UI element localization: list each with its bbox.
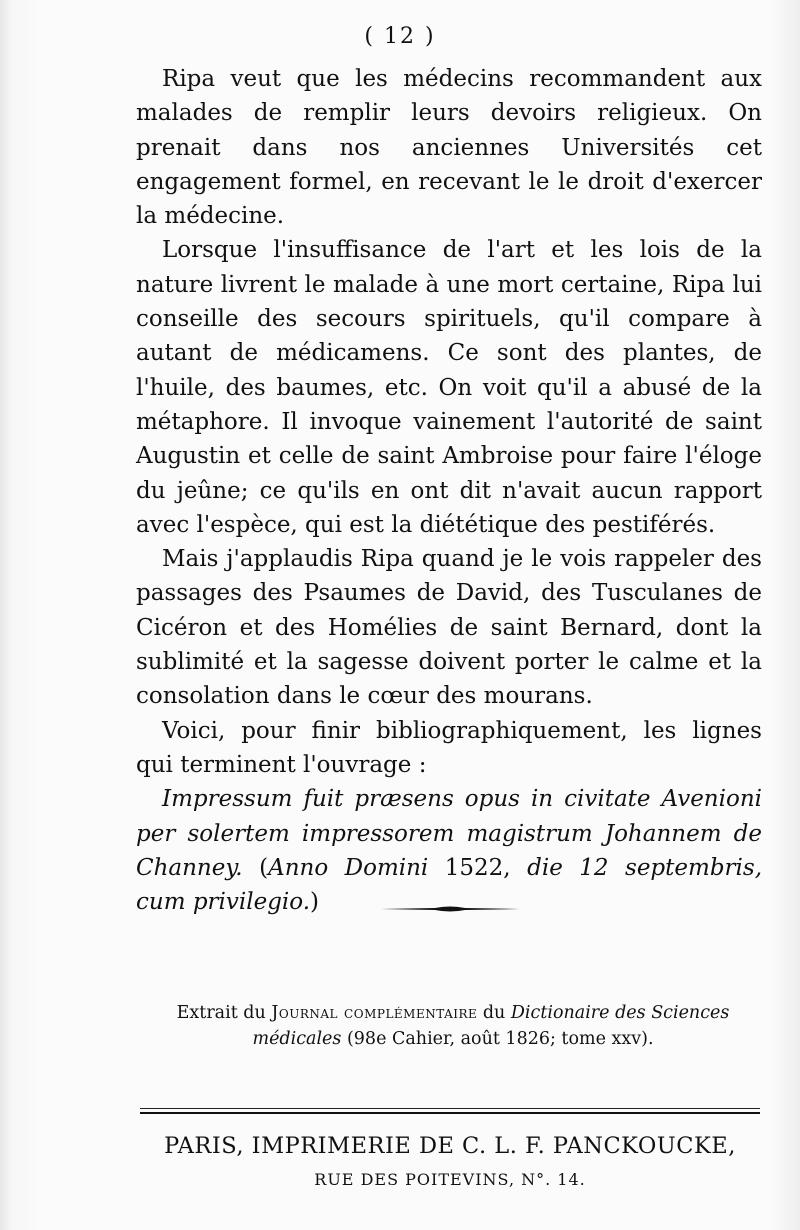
colophon-die: die 12 septembris, bbox=[527, 854, 763, 881]
dictionary-title: Dictionaire des Sciences médicales bbox=[252, 1003, 730, 1049]
paragraph-2: Lorsque l'insuffisance de l'art et les lois de la nature livrent le malade à une mort certaine, Ripa lui conseille des secours spirituels, qu'il compare à autant de médicamens. Ce sont des plantes, de l'huile, des baumes, etc. On voit qu'il a abusé de la métaphore. Il invoque vainement l'autorité de saint Augustin et celle de saint Ambroise pour faire l'éloge du jeûne; ce qu'ils en ont dit n'avait aucun rapport avec l'espèce, qui est la diététique des pestiférés. bbox=[136, 237, 762, 538]
colophon-text: Impressum fuit præsens opus in civitate Avenioni per solertem impressorem magistrum Johannem de Channey. bbox=[136, 786, 762, 881]
colophon-close-paren: ) bbox=[310, 889, 320, 916]
double-rule-thick bbox=[140, 1112, 760, 1114]
paragraph-1: Ripa veut que les médecins recommandent aux malades de remplir leurs devoirs religieux. On prenait dans nos anciennes Universités cet engagement formel, en recevant le le droit d'exercer la médecine. bbox=[136, 66, 762, 230]
journal-title: Journal complémentaire bbox=[271, 1003, 478, 1023]
colophon-open-paren: ( bbox=[259, 854, 269, 881]
paragraph-4: Voici, pour finir bibliographiquement, les lignes qui terminent l'ouvrage : bbox=[136, 717, 762, 778]
double-rule-thin bbox=[140, 1108, 760, 1109]
ornamental-rule bbox=[380, 899, 520, 919]
extract-du: du bbox=[482, 1003, 506, 1023]
paragraph-3: Mais j'applaudis Ripa quand je le vois rappeler des passages des Psaumes de David, des Tusculanes de Cicéron et des Homélies de saint Bernard, dont la sublimité et la sagesse doivent porter le calme et la consolation dans le cœur des mourans. bbox=[136, 546, 762, 710]
colophon-privilege: cum privilegio. bbox=[136, 889, 311, 916]
page-number: ( 12 ) bbox=[364, 24, 436, 49]
colophon-anno: Anno Domini bbox=[268, 854, 429, 881]
extract-prefix: Extrait du bbox=[176, 1003, 266, 1023]
colophon-year: 1522, bbox=[444, 854, 511, 881]
printer-imprint: PARIS, IMPRIMERIE DE C. L. F. PANCKOUCKE, bbox=[164, 1133, 736, 1159]
extract-details: (98e Cahier, août 1826; tome xxv). bbox=[346, 1029, 654, 1049]
extract-note bbox=[148, 1000, 758, 1052]
body-text bbox=[136, 62, 762, 919]
printer-address: RUE DES POITEVINS, N°. 14. bbox=[314, 1170, 586, 1189]
